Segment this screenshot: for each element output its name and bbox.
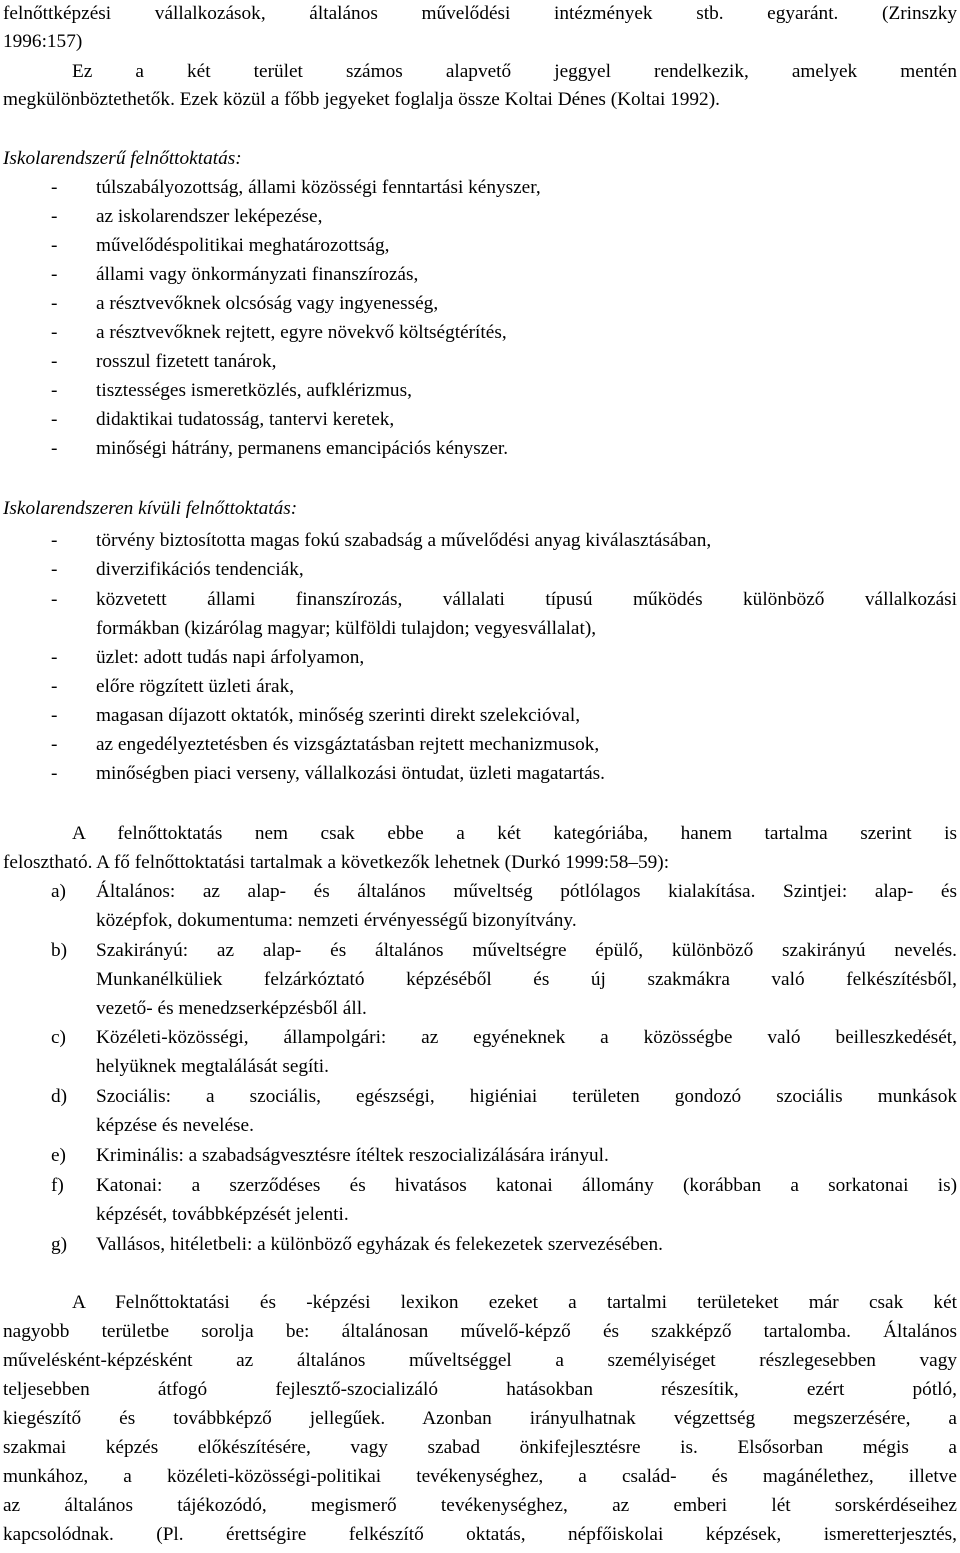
- list-item: állami vagy önkormányzati finanszírozás,: [96, 264, 419, 285]
- school-system-heading: Iskolarendszerű felnőttoktatás:: [3, 148, 242, 169]
- list-marker: f): [51, 1175, 64, 1196]
- list-item: túlszabályozottság, állami közösségi fenntartási kényszer,: [96, 177, 541, 198]
- list-item: törvény biztosította magas fokú szabadság a művelődési anyag kiválasztásában,: [96, 530, 712, 551]
- list-bullet: -: [51, 409, 58, 430]
- list-item: a résztvevőknek olcsóság vagy ingyenesség,: [96, 293, 439, 314]
- list-bullet: -: [51, 589, 58, 610]
- list-item: az iskolarendszer leképezése,: [96, 206, 323, 227]
- list-bullet: -: [51, 530, 58, 551]
- lexicon-line-6: szakmai képzés előkészítésére, vagy szabad önkifejlesztésre is. Elsősorban mégis a: [3, 1437, 957, 1458]
- lexicon-line-9: kapcsolódnak. (Pl. érettségire felkészítő oktatás, népfőiskolai képzések, ismeretterjesztés,: [3, 1524, 957, 1545]
- categories-line-1: A felnőttoktatás nem csak ebbe a két kategóriába, hanem tartalma szerint is: [72, 823, 957, 844]
- list-item: magasan díjazott oktatók, minőség szerinti direkt szelekcióval,: [96, 705, 581, 726]
- lexicon-line-5: kiegészítő és továbbképző jellegűek. Azonban irányulhatnak végzettség megszerzésére, a: [3, 1408, 957, 1429]
- list-item: előre rögzített üzleti árak,: [96, 676, 295, 697]
- list-bullet: -: [51, 293, 58, 314]
- list-bullet: -: [51, 380, 58, 401]
- lexicon-line-4: teljesebben átfogó fejlesztő-szocializáló hatásokban részesítik, ezért pótló,: [3, 1379, 957, 1400]
- intro-line-4: megkülönböztethetők. Ezek közül a főbb jegyeket foglalja össze Koltai Dénes (Koltai 1992).: [3, 89, 720, 110]
- list-bullet: -: [51, 705, 58, 726]
- list-item: minőségben piaci verseny, vállalkozási öntudat, üzleti magatartás.: [96, 763, 605, 784]
- list-bullet: -: [51, 734, 58, 755]
- list-marker: a): [51, 881, 66, 902]
- list-marker: c): [51, 1027, 66, 1048]
- list-item: tisztességes ismeretközlés, aufklérizmus,: [96, 380, 412, 401]
- list-item-continuation: helyüknek megtalálását segíti.: [96, 1056, 329, 1077]
- list-bullet: -: [51, 264, 58, 285]
- list-item: minőségi hátrány, permanens emancipációs kényszer.: [96, 438, 509, 459]
- list-item: művelődéspolitikai meghatározottság,: [96, 235, 390, 256]
- list-item: didaktikai tudatosság, tantervi keretek,: [96, 409, 395, 430]
- list-bullet: -: [51, 676, 58, 697]
- list-bullet: -: [51, 438, 58, 459]
- intro-line-2: 1996:157): [3, 31, 83, 52]
- list-bullet: -: [51, 322, 58, 343]
- list-marker: g): [51, 1234, 68, 1255]
- list-bullet: -: [51, 647, 58, 668]
- list-item: Szakirányú: az alap- és általános műveltségre épülő, különböző szakirányú nevelés.: [96, 940, 957, 961]
- list-marker: e): [51, 1145, 66, 1166]
- list-item: diverzifikációs tendenciák,: [96, 559, 304, 580]
- lexicon-line-2: nagyobb területbe sorolja be: általánosan művelő-képző és szakképző tartalomba. Általános: [3, 1321, 957, 1342]
- list-item-continuation: középfok, dokumentuma: nemzeti érvényességű bizonyítvány.: [96, 910, 577, 931]
- list-item-continuation: Munkanélküliek felzárkóztató képzéséből és új szakmákra való felkészítésből,: [96, 969, 957, 990]
- list-marker: d): [51, 1086, 68, 1107]
- list-item-continuation: vezető- és menedzserképzésből áll.: [96, 998, 367, 1019]
- list-item: Általános: az alap- és általános műveltség pótlólagos kialakítása. Szintjei: alap- és: [96, 881, 957, 902]
- list-item-continuation: formákban (kizárólag magyar; külföldi tulajdon; vegyesvállalat),: [96, 618, 597, 639]
- non-school-heading: Iskolarendszeren kívüli felnőttoktatás:: [3, 498, 298, 519]
- intro-line-1: felnőttképzési vállalkozások, általános művelődési intézmények stb. egyaránt. (Zrinszky: [3, 3, 957, 24]
- lexicon-line-3: művelésként-képzésként az általános műveltséggel a személyiséget részlegesebben vagy: [3, 1350, 957, 1371]
- list-bullet: -: [51, 351, 58, 372]
- lexicon-line-1: A Felnőttoktatási és -képzési lexikon ezeket a tartalmi területeket már csak két: [72, 1292, 957, 1313]
- list-item: üzlet: adott tudás napi árfolyamon,: [96, 647, 365, 668]
- list-item: az engedélyeztetésben és vizsgáztatásban rejtett mechanizmusok,: [96, 734, 600, 755]
- list-item-continuation: képzése és nevelése.: [96, 1115, 254, 1136]
- list-item: Közéleti-közösségi, állampolgári: az egyéneknek a közösségbe való beilleszkedését,: [96, 1027, 957, 1048]
- list-item: közvetett állami finanszírozás, vállalati típusú működés különböző vállalkozási: [96, 589, 957, 610]
- lexicon-line-7: munkához, a közéleti-közösségi-politikai tevékenységhez, a család- és magánélethez, illetve: [3, 1466, 957, 1487]
- list-item: Szociális: a szociális, egészségi, higiéniai területen gondozó szociális munkások: [96, 1086, 957, 1107]
- list-item: Vallásos, hitéletbeli: a különböző egyházak és felekezetek szervezésében.: [96, 1234, 663, 1255]
- categories-line-2: felosztható. A fő felnőttoktatási tartalmak a következők lehetnek (Durkó 1999:58–59):: [3, 852, 670, 873]
- intro-line-3: Ez a két terület számos alapvető jeggyel rendelkezik, amelyek mentén: [72, 61, 957, 82]
- list-item: Katonai: a szerződéses és hivatásos katonai állomány (korábban a sorkatonai is): [96, 1175, 957, 1196]
- list-item: rosszul fizetett tanárok,: [96, 351, 277, 372]
- lexicon-line-8: az általános tájékozódó, megismerő tevékenységhez, az emberi lét sorskérdéseihez: [3, 1495, 957, 1516]
- list-bullet: -: [51, 235, 58, 256]
- list-item: Kriminális: a szabadságvesztésre ítéltek reszocializálására irányul.: [96, 1145, 609, 1166]
- list-bullet: -: [51, 559, 58, 580]
- list-bullet: -: [51, 177, 58, 198]
- list-item-continuation: képzését, továbbképzését jelenti.: [96, 1204, 349, 1225]
- list-bullet: -: [51, 763, 58, 784]
- list-marker: b): [51, 940, 68, 961]
- list-bullet: -: [51, 206, 58, 227]
- list-item: a résztvevőknek rejtett, egyre növekvő költségtérítés,: [96, 322, 507, 343]
